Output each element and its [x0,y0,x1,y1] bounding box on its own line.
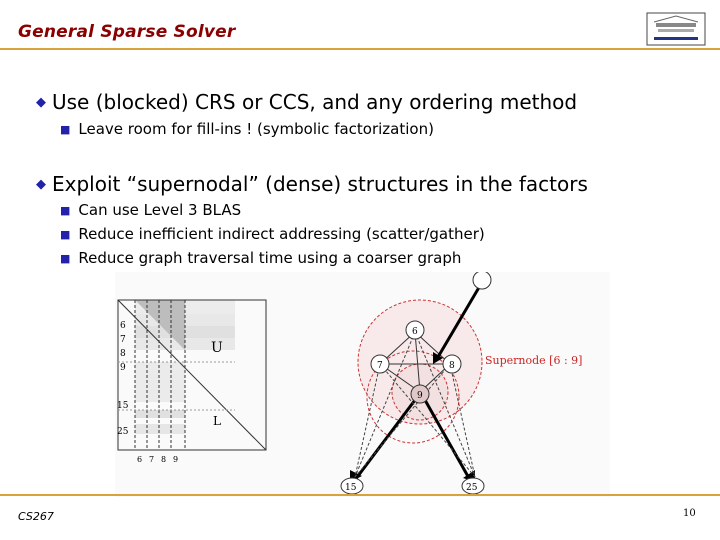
sub-bullet-item [60,120,434,138]
matrix-col-label: 8 [161,455,167,464]
graph-node-label: 9 [417,391,423,401]
supernode-figure [115,272,610,497]
course-label: CS267 [18,510,54,523]
square-bullet-icon: ■ [60,227,71,241]
title-divider [0,48,720,50]
supernode-label: Supernode [6 : 9] [485,354,583,367]
sub-bullet-text: Leave room for fill-ins ! (symbolic factorization) [78,120,434,138]
matrix-col-label: 6 [137,455,143,464]
graph-node-label: 8 [449,361,455,371]
sub-bullet-text: Reduce graph traversal time using a coarser graph [78,249,462,267]
graph-node-label: 15 [345,483,357,493]
bullet-text: Use (blocked) CRS or CCS, and any ordering method [52,90,578,114]
square-bullet-icon: ■ [60,122,71,136]
slide-title: General Sparse Solver [18,22,236,42]
graph-node-label: 7 [377,361,383,371]
matrix-row-label: 7 [120,335,126,345]
page-number: 10 [683,508,696,519]
bullet-item [36,172,588,196]
matrix-col-label: 9 [173,455,179,464]
bullet-item [36,90,577,114]
diamond-bullet-icon: ◆ [36,94,46,110]
sub-bullet-text: Can use Level 3 BLAS [78,201,242,219]
graph-node-label: 25 [466,483,478,493]
upper-factor-label: U [211,340,223,356]
square-bullet-icon: ■ [60,251,71,265]
bullet-text: Exploit “supernodal” (dense) structures in the factors [52,172,588,196]
sub-bullet-item [60,201,241,219]
matrix-row-label: 8 [120,349,126,359]
matrix-row-label: 25 [117,427,129,437]
matrix-col-label: 7 [149,455,155,464]
sub-bullet-text: Reduce inefficient indirect addressing (scatter/gather) [78,225,485,243]
matrix-row-label: 6 [120,321,126,331]
footer-divider [0,494,720,496]
sub-bullet-item [60,249,461,267]
square-bullet-icon: ■ [60,203,71,217]
diamond-bullet-icon: ◆ [36,176,46,192]
matrix-row-label: 9 [120,363,126,373]
lower-factor-label: L [213,414,221,428]
matrix-row-label: 15 [117,401,129,411]
sub-bullet-item [60,225,485,243]
logo-icon [646,12,706,46]
graph-node-label: 6 [412,327,418,337]
